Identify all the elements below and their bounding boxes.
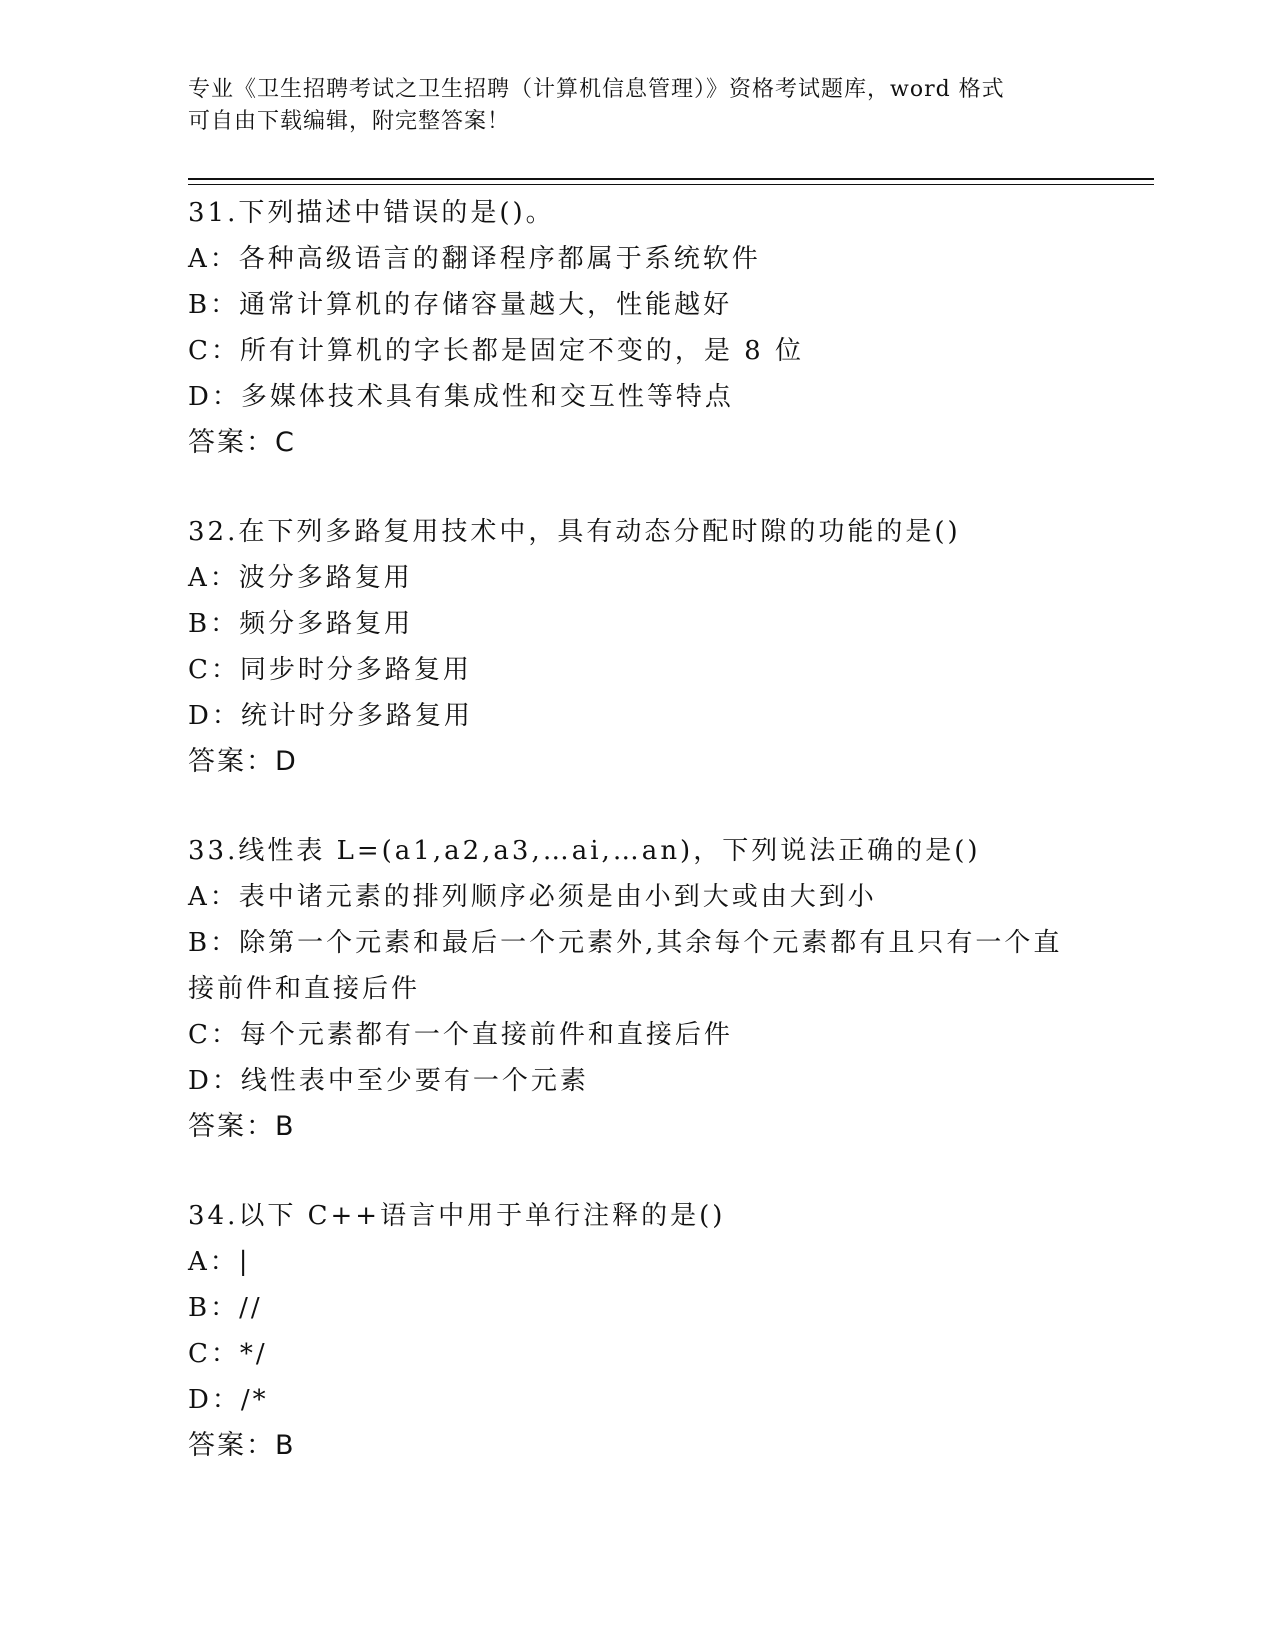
option-c: C：同步时分多路复用 <box>188 655 472 685</box>
option-a: A：各种高级语言的翻译程序都属于系统软件 <box>188 244 761 274</box>
option-d: D：统计时分多路复用 <box>188 701 473 731</box>
option-a: A：| <box>188 1247 251 1277</box>
header-divider-thick <box>188 178 1154 180</box>
option-d: D：线性表中至少要有一个元素 <box>188 1066 589 1096</box>
question-stem: 32.在下列多路复用技术中，具有动态分配时隙的功能的是() <box>188 517 961 547</box>
option-c: C：所有计算机的字长都是固定不变的，是 8 位 <box>188 336 804 366</box>
answer: 答案：B <box>188 1111 296 1142</box>
option-b: B：通常计算机的存储容量越大，性能越好 <box>188 290 733 320</box>
document-header <box>188 74 1088 138</box>
option-c: C：*/ <box>188 1339 268 1369</box>
question-stem: 33.线性表 L=(a1,a2,a3,…ai,…an)，下列说法正确的是() <box>188 836 981 866</box>
question-31 <box>188 190 1088 466</box>
question-stem: 34.以下 C++语言中用于单行注释的是() <box>188 1201 726 1231</box>
option-a: A：表中诸元素的排列顺序必须是由小到大或由大到小 <box>188 882 877 912</box>
header-line-2: 可自由下载编辑，附完整答案！ <box>188 109 511 134</box>
option-a: A：波分多路复用 <box>188 563 413 593</box>
answer: 答案：C <box>188 427 296 458</box>
question-32 <box>188 509 1088 785</box>
question-34 <box>188 1193 1088 1469</box>
option-d: D：多媒体技术具有集成性和交互性等特点 <box>188 382 734 412</box>
question-stem: 31.下列描述中错误的是()。 <box>188 198 555 228</box>
option-b: B：频分多路复用 <box>188 609 414 639</box>
header-divider-thin <box>188 184 1154 185</box>
answer: 答案：D <box>188 746 298 777</box>
answer: 答案：B <box>188 1430 296 1461</box>
option-b: B：// <box>188 1293 263 1323</box>
option-d: D：/* <box>188 1385 269 1415</box>
header-line-1: 专业《卫生招聘考试之卫生招聘（计算机信息管理）》资格考试题库，word 格式 <box>188 77 1005 102</box>
option-b: B：除第一个元素和最后一个元素外,其余每个元素都有且只有一个直接前件和直接后件 <box>188 928 1063 1004</box>
option-c: C：每个元素都有一个直接前件和直接后件 <box>188 1020 733 1050</box>
question-33 <box>188 828 1088 1150</box>
question-list <box>188 190 1088 1512</box>
